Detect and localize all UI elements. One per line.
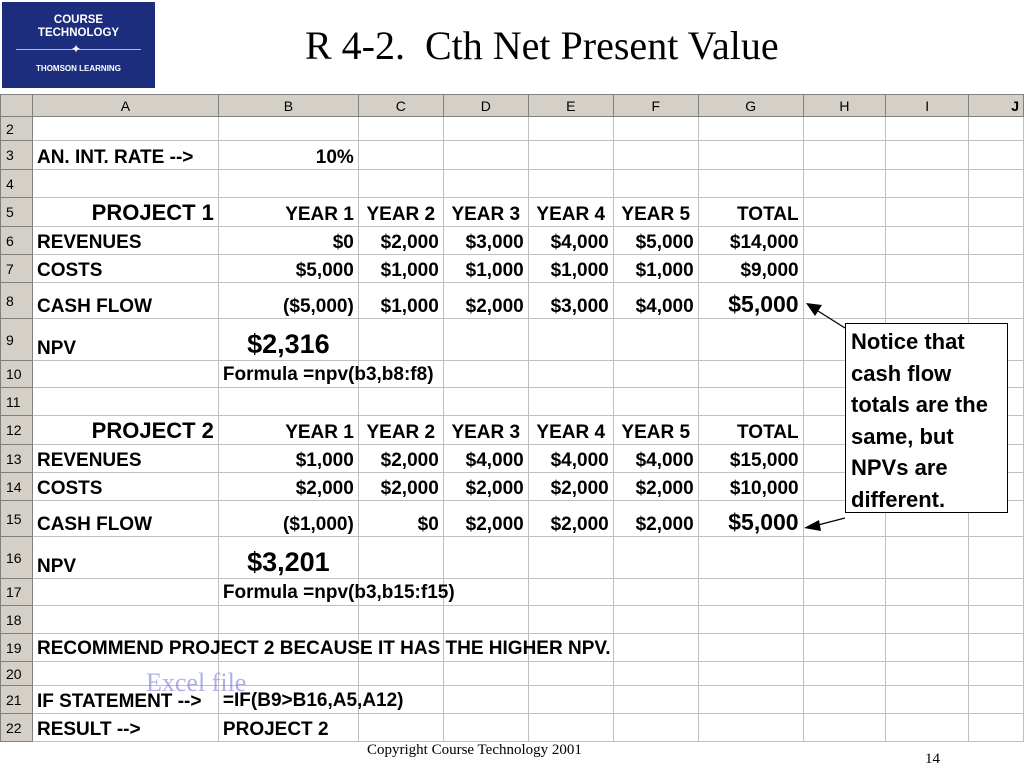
value-cell[interactable]: $2,000 [613,501,698,537]
value-cell[interactable]: $2,000 [528,501,613,537]
npv-project-2[interactable]: $3,201 [218,537,358,579]
year-header[interactable]: YEAR 2 [358,198,443,227]
row-header[interactable]: 16 [1,537,33,579]
row-header[interactable]: 21 [1,686,33,714]
value-cell[interactable]: $4,000 [613,283,698,319]
total-cell[interactable]: $10,000 [698,473,803,501]
value-cell[interactable]: $1,000 [358,283,443,319]
value-cell[interactable]: $2,000 [613,473,698,501]
year-header[interactable]: YEAR 1 [218,416,358,445]
value-cell[interactable]: ($1,000) [218,501,358,537]
row-header[interactable]: 13 [1,445,33,473]
column-header-e[interactable]: E [528,95,613,117]
value-cell[interactable]: $2,000 [443,501,528,537]
value-cell[interactable]: $2,000 [443,283,528,319]
column-header-h[interactable]: H [803,95,886,117]
row-header[interactable]: 9 [1,319,33,361]
row-label[interactable]: COSTS [32,255,218,283]
if-statement-label[interactable]: IF STATEMENT --> [32,686,218,714]
excel-file-link[interactable]: Excel file [146,668,247,697]
total-cell[interactable]: $9,000 [698,255,803,283]
value-cell[interactable]: $4,000 [613,445,698,473]
row-header[interactable]: 14 [1,473,33,501]
value-cell[interactable]: $0 [358,501,443,537]
row-header[interactable]: 6 [1,227,33,255]
recommendation-text: RECOMMEND PROJECT 2 BECAUSE IT HAS THE HIGHER NPV. [36,638,611,659]
row-label[interactable]: CASH FLOW [32,501,218,537]
total-cell[interactable]: $15,000 [698,445,803,473]
callout-line: NPVs are [851,455,948,480]
column-header-d[interactable]: D [443,95,528,117]
npv-formula-1: Formula =npv(b3,b8:f8) [222,364,434,385]
result-label[interactable]: RESULT --> [32,714,218,742]
arrow-to-total-2 [804,518,845,531]
value-cell[interactable]: ($5,000) [218,283,358,319]
value-cell[interactable]: $2,000 [218,473,358,501]
logo-line-technology: TECHNOLOGY [37,27,120,39]
value-cell[interactable]: $2,000 [358,473,443,501]
value-cell[interactable]: $5,000 [218,255,358,283]
row-header[interactable]: 10 [1,361,33,388]
year-header[interactable]: YEAR 4 [528,416,613,445]
total-cell[interactable]: $14,000 [698,227,803,255]
value-cell[interactable]: $0 [218,227,358,255]
row-header[interactable]: 2 [1,117,33,141]
arrow-to-total-1 [806,303,845,328]
year-header[interactable]: YEAR 3 [443,198,528,227]
interest-rate-label[interactable]: AN. INT. RATE --> [32,141,218,170]
row-header[interactable]: 17 [1,579,33,606]
row-header[interactable]: 18 [1,606,33,634]
year-header[interactable]: YEAR 1 [218,198,358,227]
column-header-c[interactable]: C [358,95,443,117]
row-header[interactable]: 4 [1,170,33,198]
result-value[interactable]: PROJECT 2 [218,714,358,742]
project-1-heading[interactable]: PROJECT 1 [32,198,218,227]
value-cell[interactable]: $4,000 [528,227,613,255]
callout-line: Notice that [851,329,965,354]
year-header[interactable]: YEAR 3 [443,416,528,445]
row-header[interactable]: 8 [1,283,33,319]
row-label[interactable]: CASH FLOW [32,283,218,319]
npv-project-1[interactable]: $2,316 [218,319,358,361]
copyright-footer: Copyright Course Technology 2001 [367,742,582,758]
value-cell[interactable]: $4,000 [443,445,528,473]
row-header[interactable]: 7 [1,255,33,283]
column-header-a[interactable]: A [32,95,218,117]
row-header[interactable]: 19 [1,634,33,662]
value-cell[interactable]: $3,000 [443,227,528,255]
row-header[interactable]: 12 [1,416,33,445]
callout-line: cash flow [851,360,952,386]
callout-line: totals are the [851,392,988,417]
value-cell[interactable]: $2,000 [358,227,443,255]
value-cell[interactable]: $2,000 [358,445,443,473]
year-header[interactable]: YEAR 5 [613,416,698,445]
row-label[interactable]: REVENUES [32,227,218,255]
interest-rate-value[interactable]: 10% [218,141,358,170]
column-header-j[interactable]: J [969,95,1024,117]
value-cell[interactable]: $2,000 [528,473,613,501]
if-formula: =IF(B9>B16,A5,A12) [222,690,404,711]
value-cell[interactable]: $1,000 [218,445,358,473]
column-header-i[interactable]: I [886,95,969,117]
row-header[interactable]: 3 [1,141,33,170]
total-header[interactable]: TOTAL [698,416,803,445]
row-header[interactable]: 22 [1,714,33,742]
cash-flow-total-2[interactable]: $5,000 [698,501,803,537]
value-cell[interactable]: $1,000 [528,255,613,283]
callout-line: same, but [851,423,954,449]
year-header[interactable]: YEAR 4 [528,198,613,227]
value-cell[interactable]: $5,000 [613,227,698,255]
row-header[interactable]: 11 [1,388,33,416]
page-number: 14 [925,751,940,767]
year-header[interactable]: YEAR 5 [613,198,698,227]
value-cell[interactable]: $3,000 [528,283,613,319]
value-cell[interactable]: $1,000 [358,255,443,283]
logo-line-course: COURSE [53,14,104,26]
row-header[interactable]: 20 [1,662,33,686]
logo-line-thomson: THOMSON LEARNING [36,64,121,73]
value-cell[interactable]: $4,000 [528,445,613,473]
row-label[interactable]: NPV [32,319,218,361]
row-label[interactable]: COSTS [32,473,218,501]
npv-formula-2: Formula =npv(b3,b15:f15) [222,582,455,603]
logo-star-icon: ✦ [71,42,82,56]
total-header[interactable]: TOTAL [698,198,803,227]
cash-flow-total-1[interactable]: $5,000 [698,283,803,319]
row-header[interactable]: 5 [1,198,33,227]
callout-line: different. [851,486,946,512]
column-header-b[interactable]: B [218,95,358,117]
row-header[interactable]: 15 [1,501,33,537]
year-header[interactable]: YEAR 2 [358,416,443,445]
value-cell[interactable]: $1,000 [613,255,698,283]
row-label[interactable]: REVENUES [32,445,218,473]
row-label[interactable]: NPV [32,537,218,579]
slide-title: R 4-2. Cth Net Present Value [305,23,779,68]
value-cell[interactable]: $1,000 [443,255,528,283]
column-header-g[interactable]: G [698,95,803,117]
column-header-f[interactable]: F [613,95,698,117]
value-cell[interactable]: $2,000 [443,473,528,501]
project-2-heading[interactable]: PROJECT 2 [32,416,218,445]
